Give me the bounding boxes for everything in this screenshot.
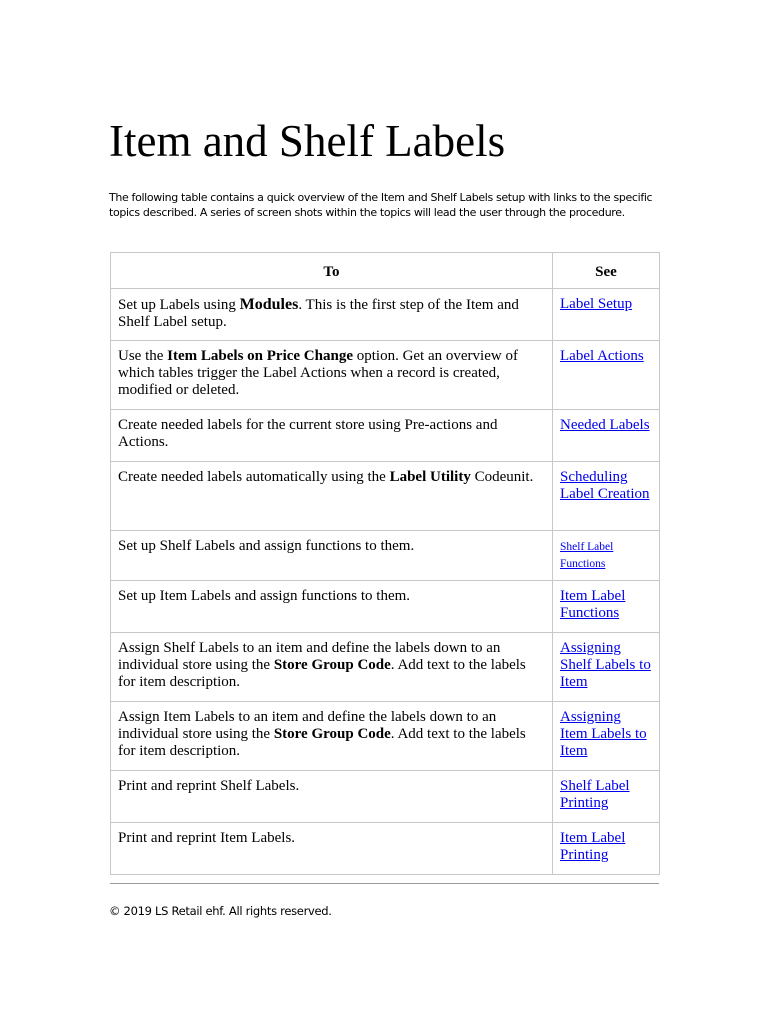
task-cell	[111, 410, 553, 462]
task-text: Assign Item Labels to an item and define the labels down to an individual store using the	[118, 709, 497, 742]
topic-link-shelf-label-functions[interactable]: Shelf Label Functions	[560, 541, 614, 570]
topic-link-needed-labels[interactable]: Needed Labels	[560, 417, 650, 433]
task-bold-term: Label Utility	[389, 469, 471, 485]
see-cell	[553, 581, 660, 633]
task-cell	[111, 823, 553, 875]
table-row	[111, 341, 660, 410]
task-text: Print and reprint Item Labels.	[118, 830, 296, 846]
table-header-row	[111, 253, 660, 289]
task-text: Create needed labels for the current store using Pre-actions and Actions.	[118, 417, 498, 450]
task-bold-term: Store Group Code	[273, 726, 391, 742]
column-header-see: See	[553, 253, 660, 289]
task-text: . Add text to the labels for item description.	[118, 657, 526, 690]
table-row	[111, 289, 660, 341]
see-cell	[553, 289, 660, 341]
see-cell	[553, 341, 660, 410]
table-row	[111, 702, 660, 771]
table-row	[111, 771, 660, 823]
task-text: Assign Shelf Labels to an item and define the labels down to an individual store using the	[118, 640, 501, 673]
topic-link-item-label-printing[interactable]: Item Label Printing	[560, 830, 626, 863]
intro-paragraph: The following table contains a quick overview of the Item and Shelf Labels setup with links to the specific topics described. A series of screen shots within the topics will lead the user through the procedure.	[109, 191, 653, 219]
table-row	[111, 633, 660, 702]
topic-link-label-actions[interactable]: Label Actions	[560, 348, 644, 364]
task-cell	[111, 581, 553, 633]
task-text: Use the	[118, 348, 168, 364]
table-row	[111, 823, 660, 875]
task-text: . This is the first step of the Item and Shelf Label setup.	[118, 297, 519, 330]
task-text: Create needed labels automatically using the	[118, 469, 390, 485]
task-text: . Add text to the labels for item description.	[118, 726, 526, 759]
topic-link-assigning-item-labels[interactable]: Assigning Item Labels to Item	[560, 709, 647, 759]
task-cell	[111, 462, 553, 531]
table-row	[111, 581, 660, 633]
task-cell	[111, 633, 553, 702]
task-bold-term: Item Labels on Price Change	[167, 348, 353, 364]
task-text: Set up Shelf Labels and assign functions to them.	[118, 538, 415, 554]
task-text: Print and reprint Shelf Labels.	[118, 778, 300, 794]
task-cell	[111, 531, 553, 581]
task-cell	[111, 702, 553, 771]
see-cell	[553, 633, 660, 702]
see-cell	[553, 823, 660, 875]
task-text: Set up Labels using	[118, 297, 240, 313]
task-cell	[111, 341, 553, 410]
topic-link-shelf-label-printing[interactable]: Shelf Label Printing	[560, 778, 630, 811]
see-cell	[553, 771, 660, 823]
table-row	[111, 410, 660, 462]
see-cell	[553, 531, 660, 581]
page-title: Item and Shelf Labels	[109, 116, 506, 166]
topic-link-label-setup[interactable]: Label Setup	[560, 296, 633, 312]
see-cell	[553, 462, 660, 531]
task-cell	[111, 771, 553, 823]
task-bold-term: Modules	[239, 296, 299, 313]
task-cell	[111, 289, 553, 341]
task-bold-term: Store Group Code	[273, 657, 391, 673]
see-cell	[553, 702, 660, 771]
task-text: option. Get an overview of which tables trigger the Label Actions when a record is created, modified or deleted.	[118, 348, 518, 398]
column-header-to: To	[111, 253, 553, 289]
copyright-footer: © 2019 LS Retail ehf. All rights reserved.	[109, 904, 332, 918]
task-text: Set up Item Labels and assign functions to them.	[118, 588, 411, 604]
footer-divider	[110, 883, 659, 884]
overview-table	[110, 252, 660, 875]
see-cell	[553, 410, 660, 462]
table-row	[111, 462, 660, 531]
table-row	[111, 531, 660, 581]
topic-link-assigning-shelf-labels[interactable]: Assigning Shelf Labels to Item	[560, 640, 651, 690]
topic-link-scheduling-label-creation[interactable]: Scheduling Label Creation	[560, 469, 650, 502]
topic-link-item-label-functions[interactable]: Item Label Functions	[560, 588, 626, 621]
task-text: Codeunit.	[470, 469, 534, 485]
